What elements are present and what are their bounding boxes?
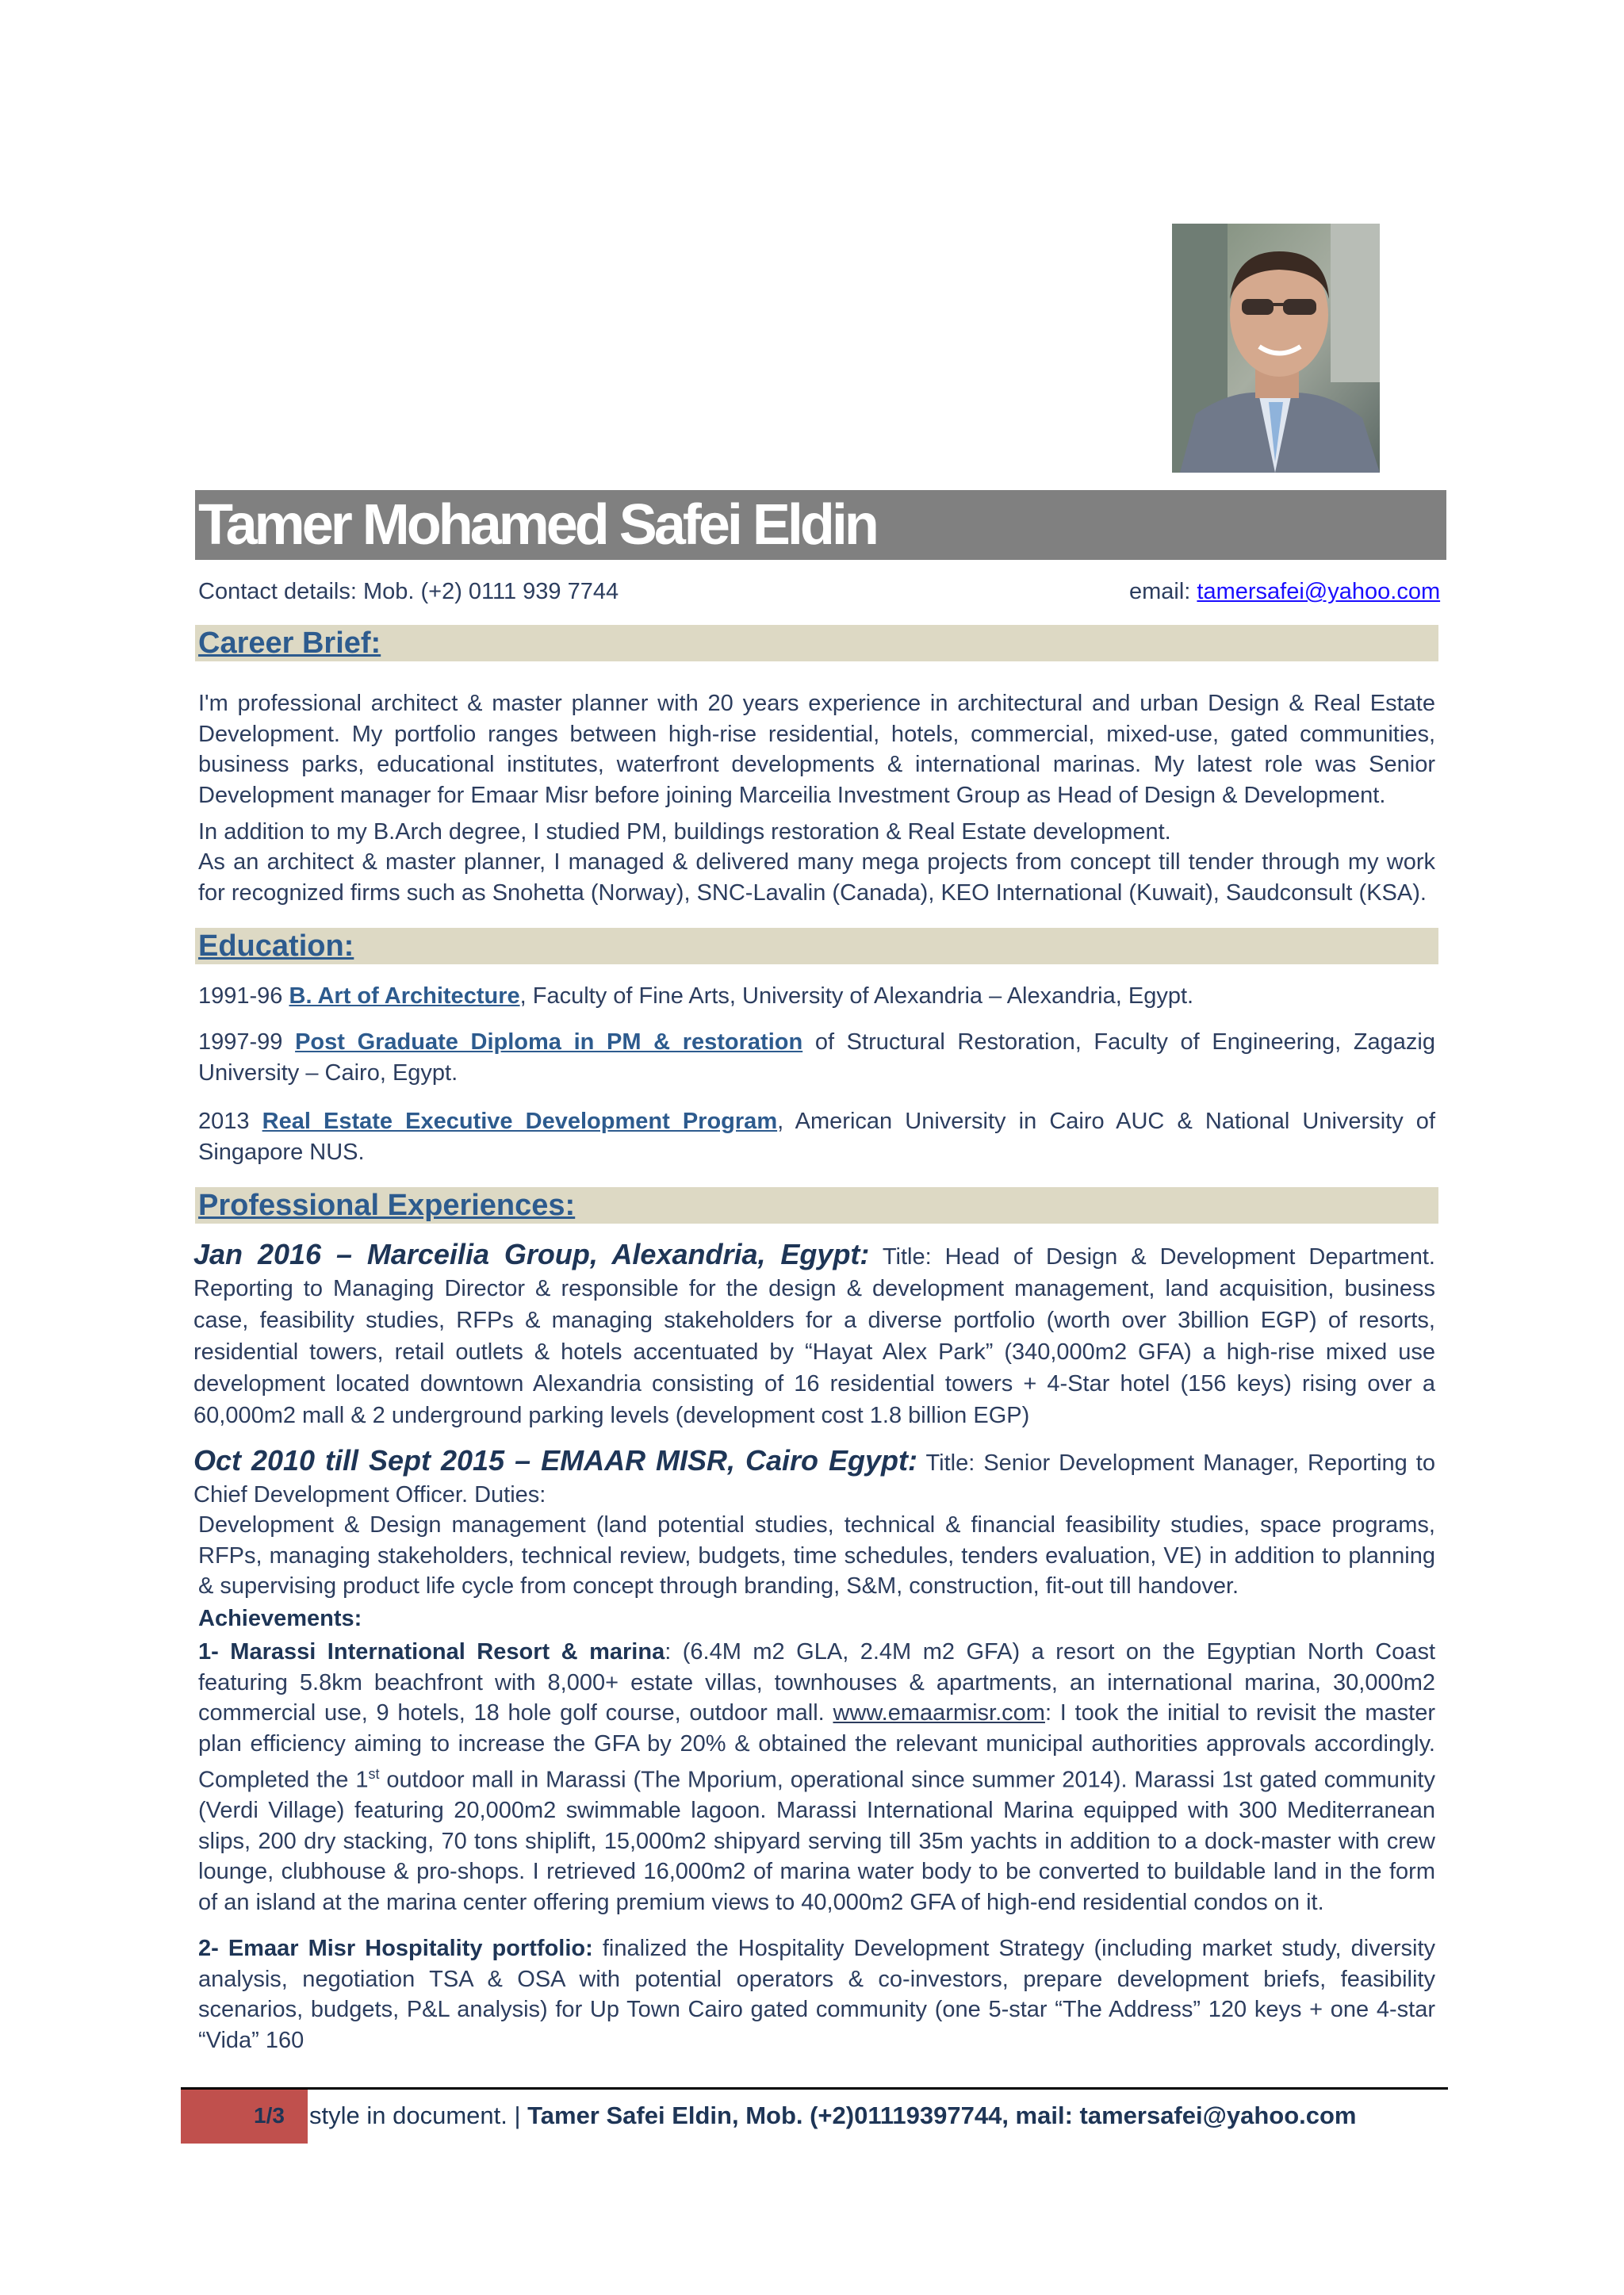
email-label: email: xyxy=(1129,579,1191,604)
career-paragraph-2: In addition to my B.Arch degree, I studied PM, buildings restoration & Real Estate development. xyxy=(198,819,1171,845)
career-paragraph-3: As an architect & master planner, I managed & delivered many mega projects from concept till tender through my work for recognized firms such as Snohetta (Norway), SNC-Lavalin (Canada), KEO International (Kuwait), Saudconsult (KSA). xyxy=(198,849,1435,906)
achievements-label: Achievements: xyxy=(198,1606,362,1631)
job-1: Jan 2016 – Marceilia Group, Alexandria, Egypt: Title: Head of Design & Development Department. Reporting to Managing Director & responsible for the design & development management, land acquisition, business case, feasibility studies, RFPs & managing stakeholders for a diverse portfolio (worth over 3billion EGP) of resorts, residential towers, retail outlets & hotels accentuated by “Hayat Alex Park” (340,000m2 GFA) a high-rise mixed use development located downtown Alexandria consisting of 16 residential towers + 4-Star hotel (156 keys) rising over a 60,000m2 mall & 2 underground parking levels (development cost 1.8 billion EGP) xyxy=(193,1238,1435,1428)
education-section-title: Education: xyxy=(198,929,354,963)
emaar-website-link[interactable]: www.emaarmisr.com xyxy=(833,1700,1045,1726)
experience-section-title: Professional Experiences: xyxy=(198,1189,576,1222)
education-item-3: 2013 Real Estate Executive Development Program, American University in Cairo AUC & National University of Singapore NUS. xyxy=(198,1109,1435,1165)
page-number: 1/3 xyxy=(254,2103,285,2128)
career-section-title: Career Brief: xyxy=(198,626,381,660)
achievement-2: 2- Emaar Misr Hospitality portfolio: finalized the Hospitality Development Strategy (including market study, diversity analysis, negotiation TSA & OSA with potential operators & co-investors, prepare development briefs, feasibility scenarios, budgets, P&L analysis) for Up Town Cairo gated community (one 5-star “The Address” 120 keys + one 4-star “Vida” 160 xyxy=(198,1936,1435,2053)
email-row xyxy=(1129,579,1440,605)
candidate-name: Tamer Mohamed Safei Eldin xyxy=(198,493,876,557)
degree-link: Post Graduate Diploma in PM & restoration xyxy=(295,1029,803,1055)
achievement-2-heading: 2- Emaar Misr Hospitality portfolio: xyxy=(198,1936,593,1961)
email-link[interactable]: tamersafei@yahoo.com xyxy=(1197,579,1441,604)
career-paragraph-1: I'm professional architect & master planner with 20 years experience in architectural and urban Design & Real Estate Development. My portfolio ranges between high-rise residential, hotels, commercial, mixed-use, gated communities, business parks, educational institutes, waterfront developments & international marinas. My latest role was Senior Development manager for Emaar Misr before joining Marceilia Investment Group as Head of Design & Development. xyxy=(198,691,1435,808)
footer-page-box xyxy=(181,2090,308,2144)
profile-photo xyxy=(1172,224,1380,473)
job-2-heading: Oct 2010 till Sept 2015 – EMAAR MISR, Cairo Egypt: xyxy=(193,1444,918,1477)
job-1-heading: Jan 2016 – Marceilia Group, Alexandria, Egypt: xyxy=(193,1238,870,1270)
degree-link: Real Estate Executive Development Program xyxy=(262,1109,778,1134)
job-2-duties: Development & Design management (land potential studies, technical & financial feasibility studies, space programs, RFPs, managing stakeholders, technical review, budgets, time schedules, tenders evaluation, VE) in addition to planning & supervising product life cycle from concept through branding, S&M, construction, fit-out till handover. xyxy=(198,1512,1435,1599)
achievement-1-heading: 1- Marassi International Resort & marina xyxy=(198,1639,665,1665)
achievement-1: 1- Marassi International Resort & marina: (6.4M m2 GLA, 2.4M m2 GFA) a resort on the Egyptian North Coast featuring 5.8km beachfront with 8,000+ estate villas, townhouses & apartments, an international marina, 30,000m2 commercial use, 9 hotels, 18 hole golf course, outdoor mall. www.emaarmisr.com: I took the initial to revisit the master plan efficiency aiming to increase the GFA by 20% & obtained the relevant municipal authorities approvals accordingly. Completed the 1st outdoor mall in Marassi (The Mporium, operational since summer 2014). Marassi 1st gated community (Verdi Village) featuring 20,000m2 swimmable lagoon. Marassi International Marina equipped with 300 Mediterranean slips, 200 dry stacking, 70 tons shiplift, 15,000m2 shipyard serving till 35m yachts in addition to a dock-master with crew lounge, clubhouse & pro-shops. I retrieved 16,000m2 of marina water body to be converted to buildable land in the form of an island at the marina center offering premium views to 40,000m2 GFA of high-end residential condos on it. xyxy=(198,1639,1435,1915)
education-item-1: 1991-96 B. Art of Architecture, Faculty of Fine Arts, University of Alexandria – Alexandria, Egypt. xyxy=(198,983,1194,1009)
footer-text: style in document. | Tamer Safei Eldin, Mob. (+2)01119397744, mail: tamersafei@yahoo.com xyxy=(309,2102,1357,2129)
career-section-bar xyxy=(195,625,1438,661)
job-2: Oct 2010 till Sept 2015 – EMAAR MISR, Cairo Egypt: Title: Senior Development Manager, Reporting to Chief Development Officer. Duties: xyxy=(193,1444,1435,1508)
contact-details: Contact details: Mob. (+2) 0111 939 7744 xyxy=(198,579,619,604)
degree-link: B. Art of Architecture xyxy=(289,983,520,1009)
education-item-2: 1997-99 Post Graduate Diploma in PM & restoration of Structural Restoration, Faculty of Engineering, Zagazig University – Cairo, Egypt. xyxy=(198,1029,1436,1086)
footer-divider xyxy=(181,2087,1448,2090)
education-section-bar xyxy=(195,928,1438,964)
